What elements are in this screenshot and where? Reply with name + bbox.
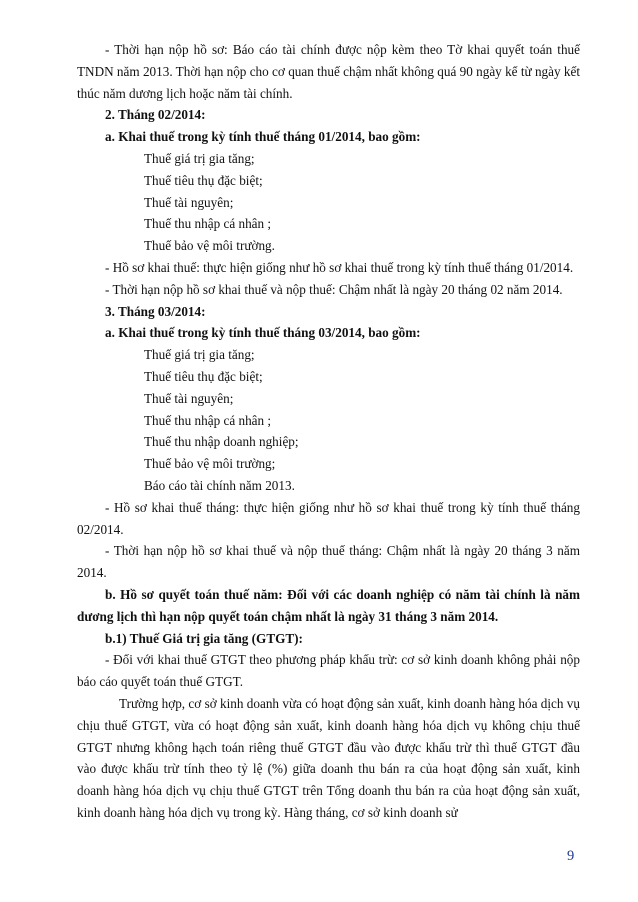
document-body [77, 39, 580, 824]
paragraph-deadline-feb: - Thời hạn nộp hồ sơ khai thuế và nộp thuế: Chậm nhất là ngày 20 tháng 02 năm 2014. [105, 281, 563, 297]
paragraph-vat-case: Trường hợp, cơ sở kinh doanh vừa có hoạt động sản xuất, kinh doanh hàng hóa dịch vụ chịu thuế GTGT, vừa có hoạt động sản xuất, kinh doanh hàng hóa dịch vụ không chịu thuế GTGT nhưng không hạch toán riêng thuế GTGT đầu vào được khấu trừ thì thuế GTGT đầu vào được khấu trừ tính theo tỷ lệ (%) giữa doanh thu bán ra của hoạt động sản xuất, kinh doanh hàng hóa dịch vụ chịu thuế GTGT trên Tổng doanh thu bán ra của hoạt động sản xuất, kinh doanh hàng hóa dịch vụ trong kỳ. Hàng tháng, cơ sở kinh doanh sử [77, 695, 580, 820]
list-item: Thuế thu nhập doanh nghiệp; [144, 434, 299, 450]
paragraph-vat-deduction: - Đối với khai thuế GTGT theo phương pháp khấu trừ: cơ sở kinh doanh không phải nộp báo cáo quyết toán thuế GTGT. [77, 652, 580, 690]
list-item: Thuế bảo vệ môi trường; [144, 456, 276, 472]
heading-vat: b.1) Thuế Giá trị gia tăng (GTGT): [105, 630, 303, 646]
paragraph-dossier-feb: - Hồ sơ khai thuế: thực hiện giống như hồ sơ khai thuế trong kỳ tính thuế tháng 01/2014. [105, 259, 574, 275]
list-item: Thuế tiêu thụ đặc biệt; [144, 368, 263, 384]
list-item: Thuế tiêu thụ đặc biệt; [144, 172, 263, 188]
list-item: Thuế giá trị gia tăng; [144, 150, 255, 166]
list-item: Thuế giá trị gia tăng; [144, 347, 255, 363]
list-item: Thuế thu nhập cá nhân ; [144, 216, 272, 232]
paragraph-annual-settlement: b. Hồ sơ quyết toán thuế năm: Đối với các doanh nghiệp có năm tài chính là năm dương lịch thì hạn nộp quyết toán chậm nhất là ngày 31 tháng 3 năm 2014. [77, 586, 580, 624]
heading-declare-jan: a. Khai thuế trong kỳ tính thuế tháng 01/2014, bao gồm: [105, 129, 421, 145]
paragraph-deadline-mar: - Thời hạn nộp hồ sơ khai thuế và nộp thuế tháng: Chậm nhất là ngày 20 tháng 3 năm 2014. [77, 543, 580, 581]
heading-declare-mar: a. Khai thuế trong kỳ tính thuế tháng 03/2014, bao gồm: [105, 325, 421, 341]
paragraph-dossier-mar: - Hồ sơ khai thuế tháng: thực hiện giống như hồ sơ khai thuế trong kỳ tính thuế tháng 02/2014. [77, 499, 580, 537]
heading-month-02: 2. Tháng 02/2014: [105, 107, 206, 123]
list-item: Báo cáo tài chính năm 2013. [144, 477, 295, 493]
paragraph-deadline-financial-report: - Thời hạn nộp hồ sơ: Báo cáo tài chính được nộp kèm theo Tờ khai quyết toán thuế TNDN năm 2013. Thời hạn nộp cho cơ quan thuế chậm nhất không quá 90 ngày kể từ ngày kết thúc năm dương lịch hoặc năm tài chính. [77, 42, 580, 101]
list-item: Thuế thu nhập cá nhân ; [144, 412, 272, 428]
page-number: 9 [567, 848, 575, 864]
heading-month-03: 3. Tháng 03/2014: [105, 303, 206, 319]
list-item: Thuế tài nguyên; [144, 194, 234, 210]
list-item: Thuế bảo vệ môi trường. [144, 238, 275, 254]
list-item: Thuế tài nguyên; [144, 390, 234, 406]
